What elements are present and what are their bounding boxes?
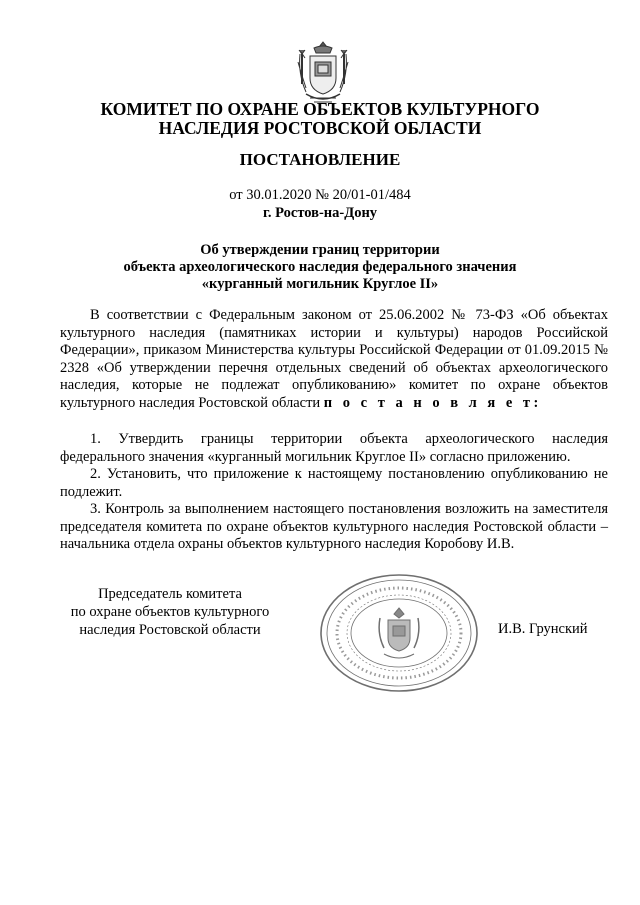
position-line-3: наследия Ростовской области [79,622,261,638]
official-seal-stamp [318,572,480,694]
position-line-1: Председатель комитета [98,586,242,602]
document-city: г. Ростов-на-Дону [262,205,378,221]
signatory-position [60,585,280,639]
item-2-paragraph [60,466,608,501]
signatory-name: И.В. Грунский [498,621,588,637]
decree-word: п о с т а н о в л я е т: [323,394,542,411]
item-3-text: 3. Контроль за выполнением настоящего постановления возложить на заместителя председателя комитета по охране объектов культурного наследия Ростовской области – начальника отдела охраны объектов культурного наследия Коробову И.В. [60,501,608,552]
org-line-1: КОМИТЕТ ПО ОХРАНЕ ОБЪЕКТОВ КУЛЬТУРНОГО [100,99,540,119]
org-line-2: НАСЛЕДИЯ РОСТОВСКОЙ ОБЛАСТИ [158,118,482,138]
item-1-paragraph [60,431,608,466]
coat-of-arms-icon [296,40,350,108]
preamble-paragraph [60,307,608,412]
subject-line-1: Об утверждении границ территории [200,242,440,258]
document-date-number: от 30.01.2020 № 20/01-01/484 [229,187,411,203]
item-2-text: 2. Установить, что приложение к настоящему постановлению опубликованию не подлежит. [60,466,608,500]
subject-line-3: «курганный могильник Круглое II» [201,276,439,292]
item-1-text: 1. Утвердить границы территории объекта археологического наследия федерального значения «курганный могильник Круглое II» согласно приложению. [60,431,608,465]
subject-line-2: объекта археологического наследия федерального значения [123,259,517,275]
position-line-2: по охране объектов культурного [70,604,270,620]
document-title: ПОСТАНОВЛЕНИЕ [239,150,401,169]
organization-name [0,100,640,138]
preamble-text: В соответствии с Федеральным законом от 25.06.2002 № 73-ФЗ «Об объектах культурного наследия (памятниках истории и культуры) народов Российской Федерации», приказом Министерства культуры Российской Федерации от 01.09.2015 № 2328 «Об утверждении перечня отдельных сведений об объектах археологического наследия, которые не подлежат опубликованию» комитет по охране объектов культурного наследия Ростовской области [60,307,608,411]
item-3-paragraph [60,501,608,554]
document-subject [0,242,640,293]
